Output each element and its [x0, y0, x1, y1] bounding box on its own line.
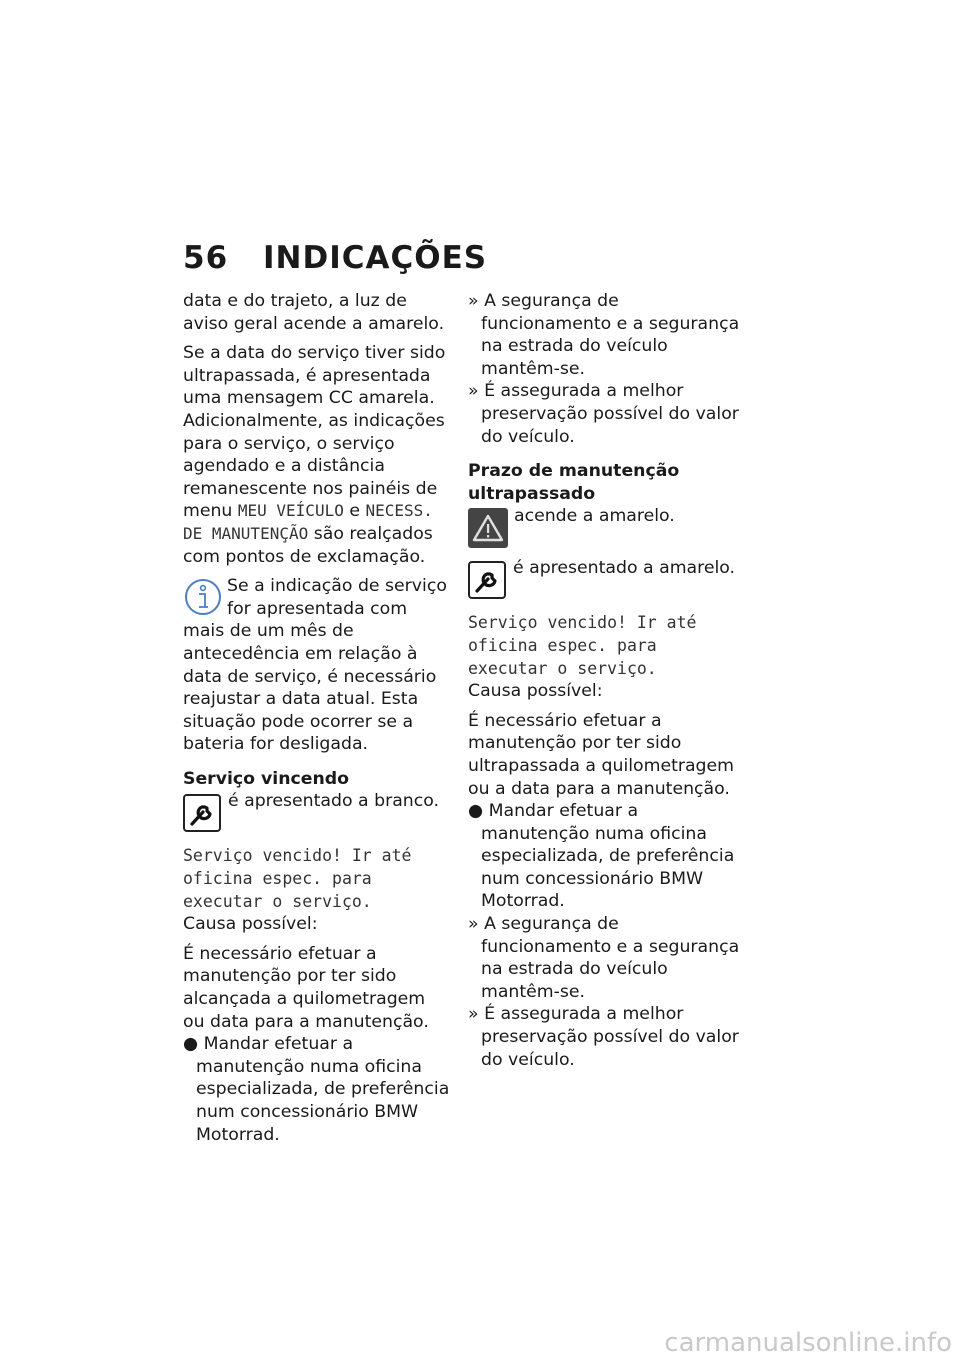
arrow-glyph: »: [468, 914, 479, 935]
bullet-glyph: ●: [183, 1034, 199, 1055]
info-icon: [183, 577, 223, 617]
wrench-text: é apresentado a branco.: [228, 791, 439, 812]
menu-name: MEU VEÍCULO: [237, 501, 344, 521]
wrench-note: [468, 557, 740, 580]
section-heading: Serviço vincendo: [183, 768, 350, 789]
page-title: INDICAÇÕES: [263, 240, 488, 276]
arrow-glyph: »: [468, 291, 479, 311]
text-run: são realçados com pontos de exclamação.: [183, 523, 433, 567]
result-text: É assegurada a melhor preservação possível do valor do veículo.: [481, 1004, 739, 1070]
arrow-glyph: »: [468, 381, 479, 402]
paragraph: data e do trajeto, a luz de aviso geral acende a amarelo.: [183, 291, 445, 334]
watermark: carmanualsonline.info: [664, 1328, 952, 1358]
warning-triangle-icon: [468, 508, 508, 548]
display-message: Serviço vencido! Ir até oficina espec. para executar o serviço.: [183, 846, 412, 911]
result-item: [468, 1003, 740, 1071]
bullet-glyph: ●: [468, 801, 484, 822]
wrench-icon: [183, 794, 221, 832]
paragraph: [183, 342, 451, 568]
info-note: [183, 575, 451, 756]
wrench-note: [183, 790, 451, 813]
info-text: Se a indicação de serviço for apresentada com mais de um mês de antecedência em relação à data de serviço, é necessário reajustar a data atual. Esta situação pode ocorrer se a bateria for desligada.: [183, 576, 447, 755]
section-heading: Prazo de manutenção ultrapassado: [468, 461, 680, 504]
cause-label: Causa possível:: [468, 681, 603, 702]
result-item: [468, 913, 740, 1003]
page-header: [183, 240, 487, 276]
wrench-text: é apresentado a amarelo.: [513, 558, 736, 579]
text-run: Se a data do serviço tiver sido ultrapassada, é apresentada uma mensagem CC amarela. Adicionalmente, as indicações para o serviço, o serviço agendado e a distância remanescente nos painéis de menu: [183, 343, 446, 522]
list-item-text: Mandar efetuar a manutenção numa oficina especializada, de preferência num concessionário BMW Motorrad.: [481, 801, 735, 912]
left-column: [183, 290, 451, 1146]
right-column: [468, 290, 740, 1071]
page-number: 56: [183, 240, 229, 276]
arrow-glyph: »: [468, 1004, 479, 1025]
text-run: e: [343, 501, 366, 522]
list-item-text: Mandar efetuar a manutenção numa oficina especializada, de preferência num concessionário BMW Motorrad.: [196, 1034, 450, 1145]
paragraph: É necessário efetuar a manutenção por ter sido ultrapassada a quilometragem ou a data para a manutenção.: [468, 710, 734, 799]
wrench-icon: [468, 561, 506, 599]
warning-text: acende a amarelo.: [514, 506, 675, 527]
list-item: [468, 800, 740, 913]
menu-name: NECESS. DE MANUTENÇÃO: [183, 501, 433, 543]
result-item: [468, 290, 740, 380]
display-message: Serviço vencido! Ir até oficina espec. para executar o serviço.: [468, 613, 697, 678]
paragraph: É necessário efetuar a manutenção por ter sido alcançada a quilometragem ou data para a manutenção.: [183, 943, 429, 1032]
list-item: [183, 1033, 451, 1146]
warning-note: [468, 505, 740, 528]
cause-label: Causa possível:: [183, 914, 318, 935]
result-text: A segurança de funcionamento e a segurança na estrada do veículo mantêm-se.: [481, 291, 740, 379]
result-text: É assegurada a melhor preservação possível do valor do veículo.: [481, 381, 739, 447]
result-item: [468, 380, 740, 448]
result-text: A segurança de funcionamento e a segurança na estrada do veículo mantêm-se.: [481, 914, 740, 1002]
